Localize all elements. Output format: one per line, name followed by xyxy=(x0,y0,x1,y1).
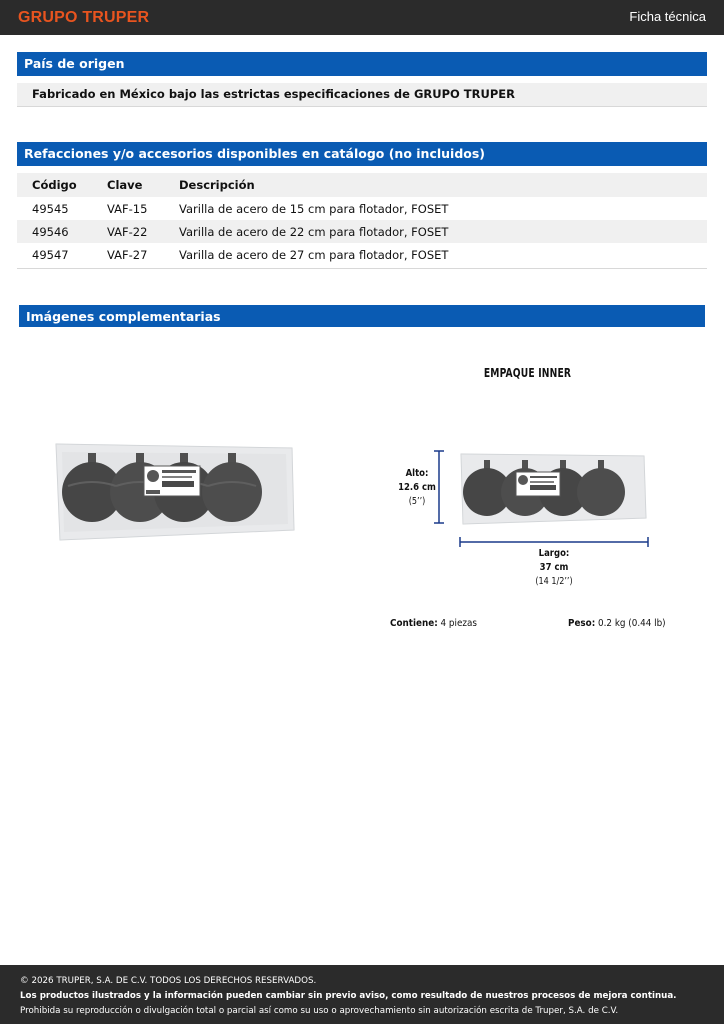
column-header-descripcion: Descripción xyxy=(164,173,707,197)
column-header-clave: Clave xyxy=(92,173,164,197)
cell-codigo: 49545 xyxy=(17,197,92,220)
weight-label: Peso: xyxy=(568,618,596,629)
contents-value: 4 piezas xyxy=(440,618,477,629)
weight-value: 0.2 kg (0.44 lb) xyxy=(598,618,666,629)
top-bar xyxy=(0,0,724,35)
cell-clave: VAF-15 xyxy=(92,197,164,220)
cell-codigo: 49546 xyxy=(17,220,92,243)
length-dimension-label xyxy=(525,547,583,589)
package-photo xyxy=(458,450,648,528)
footer xyxy=(0,965,724,1024)
cell-descripcion: Varilla de acero de 15 cm para flotador, FOSET xyxy=(164,197,707,220)
cell-clave: VAF-27 xyxy=(92,243,164,266)
cell-clave: VAF-22 xyxy=(92,220,164,243)
images-section-header: Imágenes complementarias xyxy=(19,305,705,327)
column-header-codigo: Código xyxy=(17,173,92,197)
document-type-label: Ficha técnica xyxy=(629,9,706,24)
table-header-row xyxy=(17,173,707,197)
table-divider xyxy=(17,268,707,269)
length-value: 37 cm xyxy=(539,562,569,573)
disclaimer-text: Los productos ilustrados y la información pueden cambiar sin previo aviso, como resultado de nuestros procesos de mejora continua. xyxy=(20,991,677,1001)
contents-label: Contiene: xyxy=(390,618,438,629)
accessories-section-header: Refacciones y/o accesorios disponibles en catálogo (no incluidos) xyxy=(17,142,707,166)
length-label: Largo: xyxy=(538,548,570,559)
origin-section-header: País de origen xyxy=(17,52,707,76)
product-photo xyxy=(52,438,296,542)
brand-logo: GRUPO TRUPER xyxy=(18,9,150,26)
table-row xyxy=(17,243,707,266)
table-row xyxy=(17,197,707,220)
height-imperial-value: (5’’) xyxy=(408,496,426,507)
cell-codigo: 49547 xyxy=(17,243,92,266)
cell-descripcion: Varilla de acero de 27 cm para flotador, FOSET xyxy=(164,243,707,266)
cell-descripcion: Varilla de acero de 22 cm para flotador, FOSET xyxy=(164,220,707,243)
origin-text: Fabricado en México bajo las estrictas especificaciones de GRUPO TRUPER xyxy=(17,83,707,107)
accessories-table xyxy=(17,173,707,266)
height-dimension-label xyxy=(392,467,441,509)
copyright-text: © 2026 TRUPER, S.A. DE C.V. TODOS LOS DERECHOS RESERVADOS. xyxy=(20,976,317,986)
weight-spec xyxy=(568,618,666,629)
height-label: Alto: xyxy=(405,468,429,479)
height-value: 12.6 cm xyxy=(398,482,436,493)
reproduction-notice: Prohibida su reproducción o divulgación total o parcial así como su uso o aprovechamiento sin autorización escrita de Truper, S.A. de C.V. xyxy=(20,1006,619,1016)
package-title: EMPAQUE INNER xyxy=(483,366,572,380)
table-row xyxy=(17,220,707,243)
length-imperial-value: (14 1/2’’) xyxy=(535,576,573,587)
contents-spec xyxy=(390,618,477,629)
